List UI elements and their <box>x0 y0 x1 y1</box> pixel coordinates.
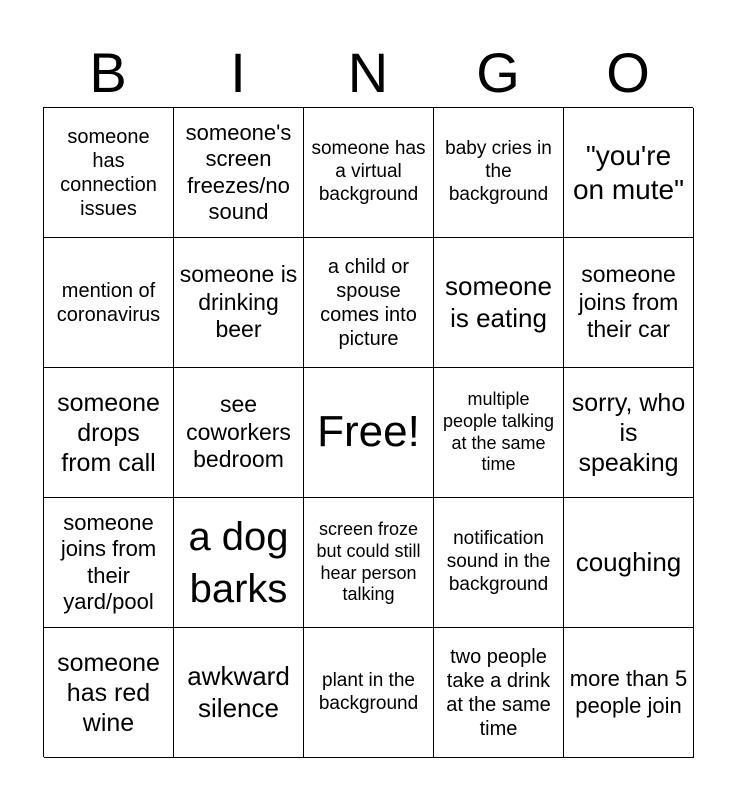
header-letter-b: B <box>89 41 127 104</box>
bingo-header <box>43 40 693 106</box>
bingo-cell-r4-c5[interactable]: coughing <box>564 498 694 628</box>
bingo-cell-r5-c1[interactable]: someone has red wine <box>44 628 174 758</box>
bingo-cell-r5-c5[interactable]: more than 5 people join <box>564 628 694 758</box>
bingo-cell-r3-c1[interactable]: someone drops from call <box>44 368 174 498</box>
bingo-cell-free[interactable]: Free! <box>304 368 434 498</box>
bingo-cell-r3-c4[interactable]: multiple people talking at the same time <box>434 368 564 498</box>
header-letter-i: I <box>230 41 246 104</box>
bingo-cell-r4-c1[interactable]: someone joins from their yard/pool <box>44 498 174 628</box>
bingo-cell-r5-c3[interactable]: plant in the background <box>304 628 434 758</box>
bingo-cell-r1-c2[interactable]: someone's screen freezes/no sound <box>174 108 304 238</box>
bingo-cell-r2-c4[interactable]: someone is eating <box>434 238 564 368</box>
bingo-cell-r5-c2[interactable]: awkward silence <box>174 628 304 758</box>
bingo-cell-r4-c4[interactable]: notification sound in the background <box>434 498 564 628</box>
header-letter-g: G <box>476 41 520 104</box>
bingo-cell-r3-c5[interactable]: sorry, who is speaking <box>564 368 694 498</box>
header-letter-n: N <box>347 41 389 104</box>
bingo-cell-r2-c1[interactable]: mention of coronavirus <box>44 238 174 368</box>
bingo-board <box>43 107 693 757</box>
bingo-cell-r5-c4[interactable]: two people take a drink at the same time <box>434 628 564 758</box>
bingo-cell-r1-c4[interactable]: baby cries in the background <box>434 108 564 238</box>
bingo-cell-r2-c2[interactable]: someone is drinking beer <box>174 238 304 368</box>
header-letter-o: O <box>606 41 650 104</box>
bingo-cell-r4-c2[interactable]: a dog barks <box>174 498 304 628</box>
bingo-cell-r2-c5[interactable]: someone joins from their car <box>564 238 694 368</box>
bingo-cell-r1-c3[interactable]: someone has a virtual background <box>304 108 434 238</box>
bingo-cell-r4-c3[interactable]: screen froze but could still hear person talking <box>304 498 434 628</box>
bingo-cell-r2-c3[interactable]: a child or spouse comes into picture <box>304 238 434 368</box>
bingo-cell-r1-c1[interactable]: someone has connection issues <box>44 108 174 238</box>
bingo-cell-r3-c2[interactable]: see coworkers bedroom <box>174 368 304 498</box>
bingo-cell-r1-c5[interactable]: "you're on mute" <box>564 108 694 238</box>
